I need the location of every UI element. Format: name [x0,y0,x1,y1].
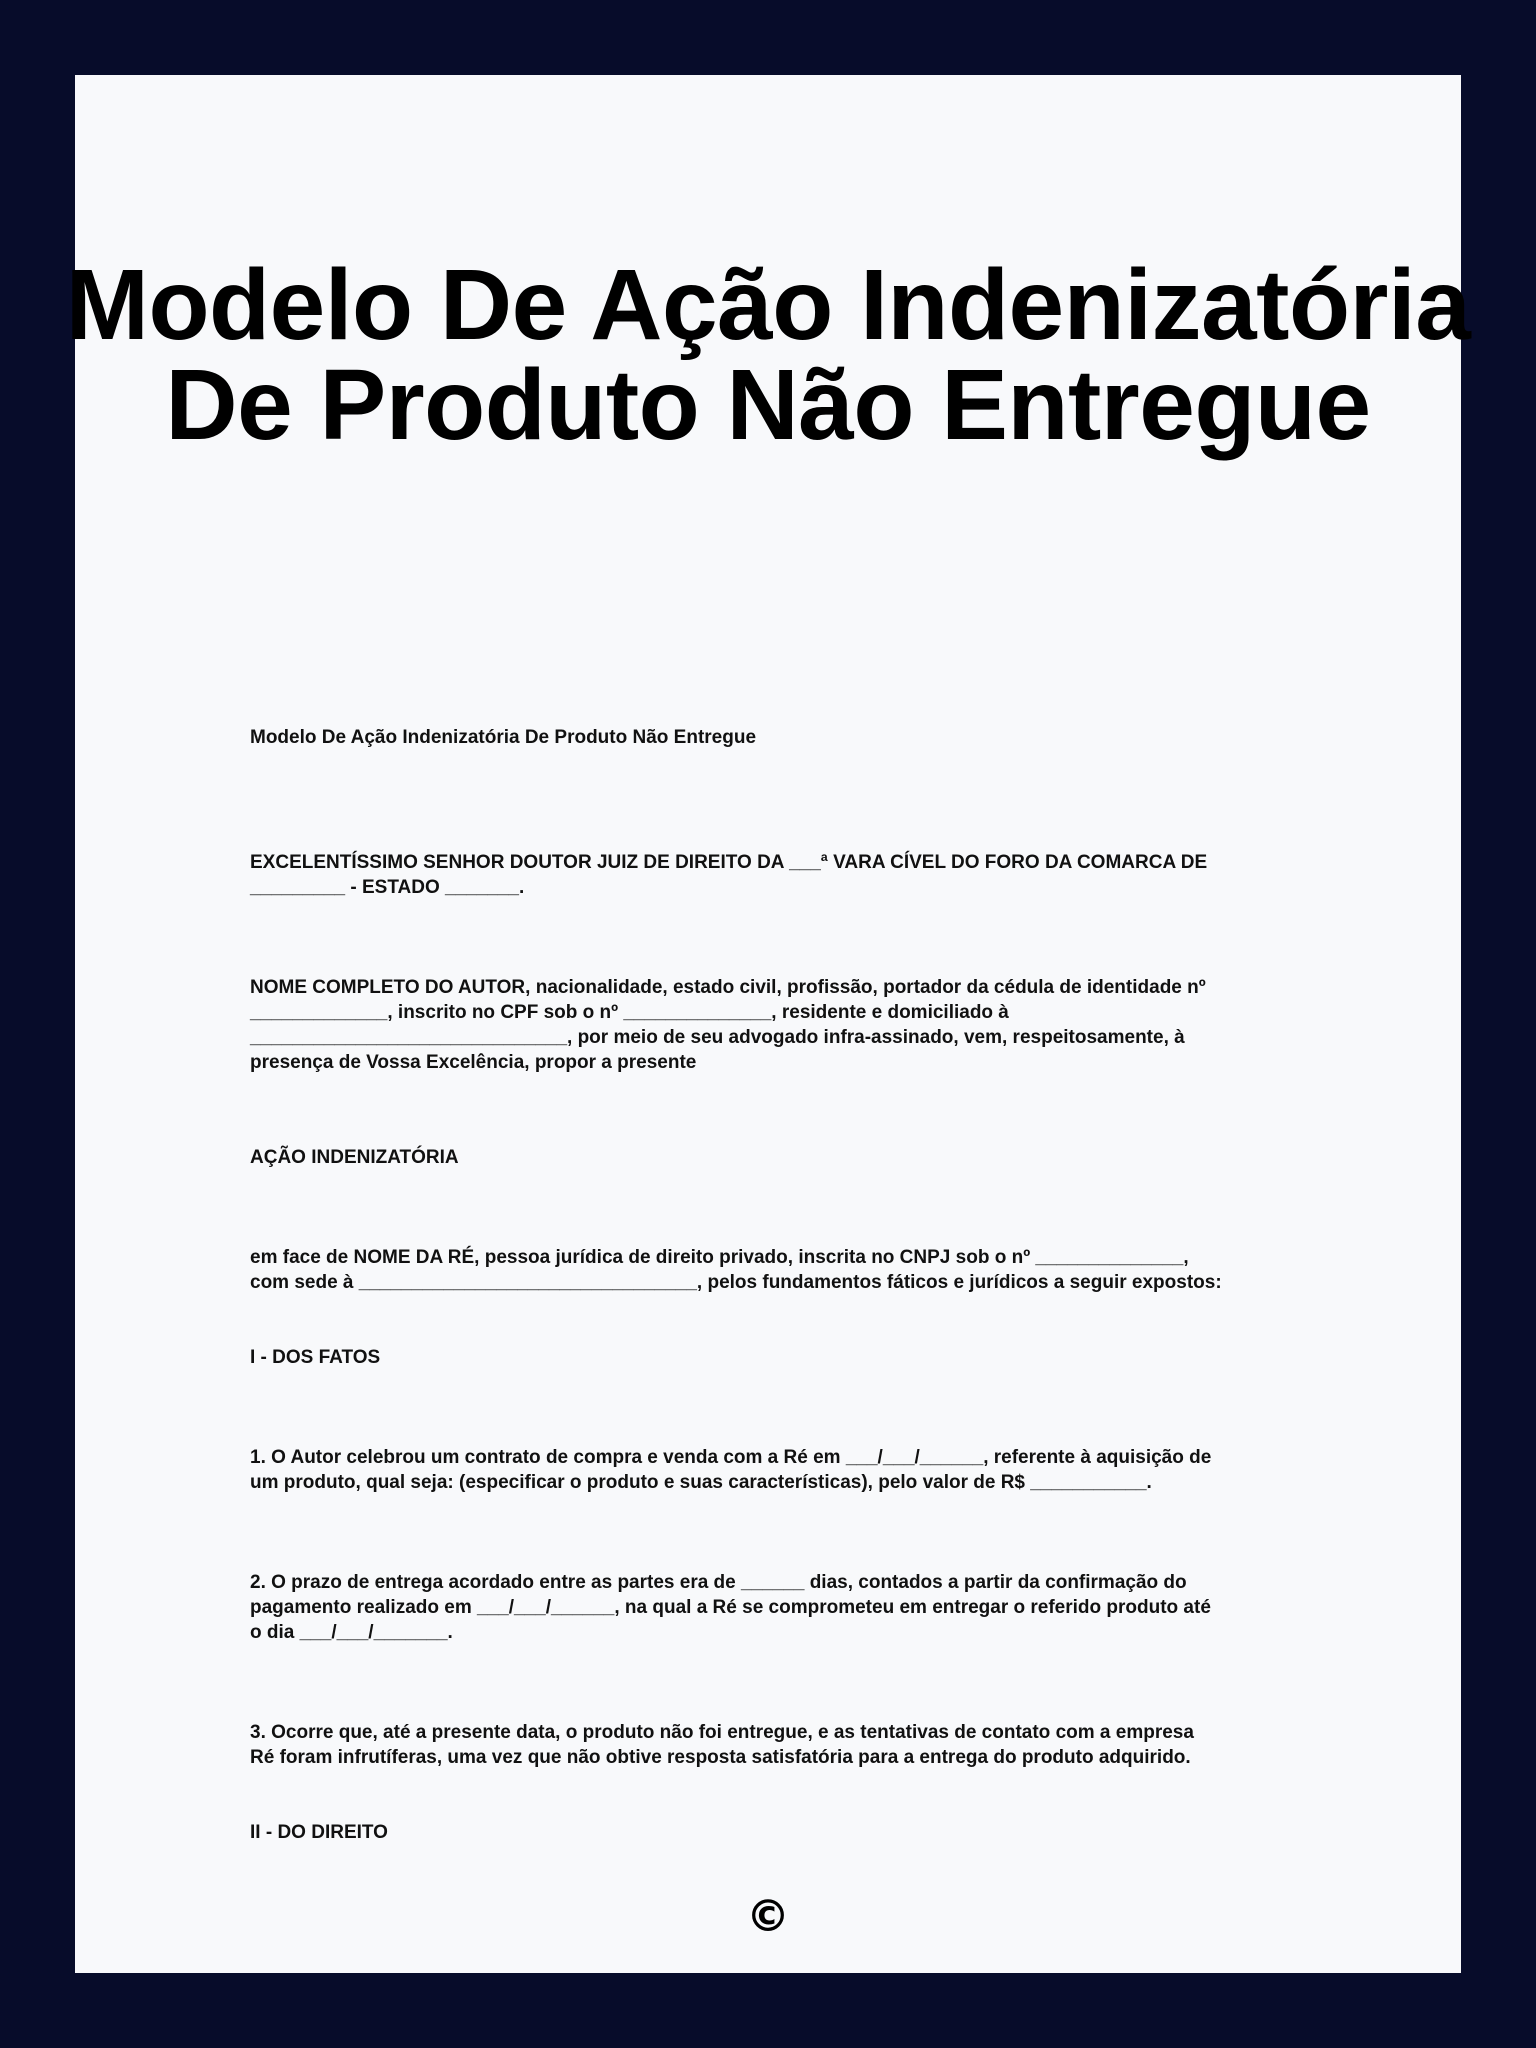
page-title: Modelo De Ação Indenizatória De Produto Não Entregue [65,249,1471,461]
addressee-paragraph: EXCELENTÍSSIMO SENHOR DOUTOR JUIZ DE DIREITO DA ___ª VARA CÍVEL DO FORO DA COMARCA DE _________ - ESTADO _______. [250,852,1208,898]
document-page [65,75,1471,1973]
document-subtitle: Modelo De Ação Indenizatória De Produto Não Entregue [250,727,757,748]
defendant-paragraph: em face de NOME DA RÉ, pessoa jurídica de direito privado, inscrita no CNPJ sob o nº ______________, com sede à ________________________________, pelos fundamentos fáticos e jurídicos a seguir expostos: [250,1247,1222,1293]
fact-paragraph-1: 1. O Autor celebrou um contrato de compra e venda com a Ré em ___/___/______, referente à aquisição de um produto, qual seja: (especificar o produto e suas características), pelo valor de R$ ___________. [250,1447,1212,1493]
copyright-icon: © [746,1891,790,1942]
section-heading-law: II - DO DIREITO [250,1822,388,1843]
fact-paragraph-2: 2. O prazo de entrega acordado entre as partes era de ______ dias, contados a partir da confirmação do pagamento realizado em ___/___/______, na qual a Ré se comprometeu em entregar o referido produto até o dia ___/___/_______. [250,1572,1211,1643]
action-title: AÇÃO INDENIZATÓRIA [250,1147,459,1168]
author-paragraph: NOME COMPLETO DO AUTOR, nacionalidade, estado civil, profissão, portador da cédula de identidade nº _____________, inscrito no CPF sob o nº ______________, residente e domiciliado à ______________________________, por meio de seu advogado infra-assinado, vem, respeitosamente, à presença de Vossa Excelência, propor a presente [250,977,1206,1073]
fact-paragraph-3: 3. Ocorre que, até a presente data, o produto não foi entregue, e as tentativas de contato com a empresa Ré foram infrutíferas, uma vez que não obtive resposta satisfatória para a entrega do produto adquirido. [250,1722,1194,1768]
section-heading-facts: I - DOS FATOS [250,1347,381,1368]
